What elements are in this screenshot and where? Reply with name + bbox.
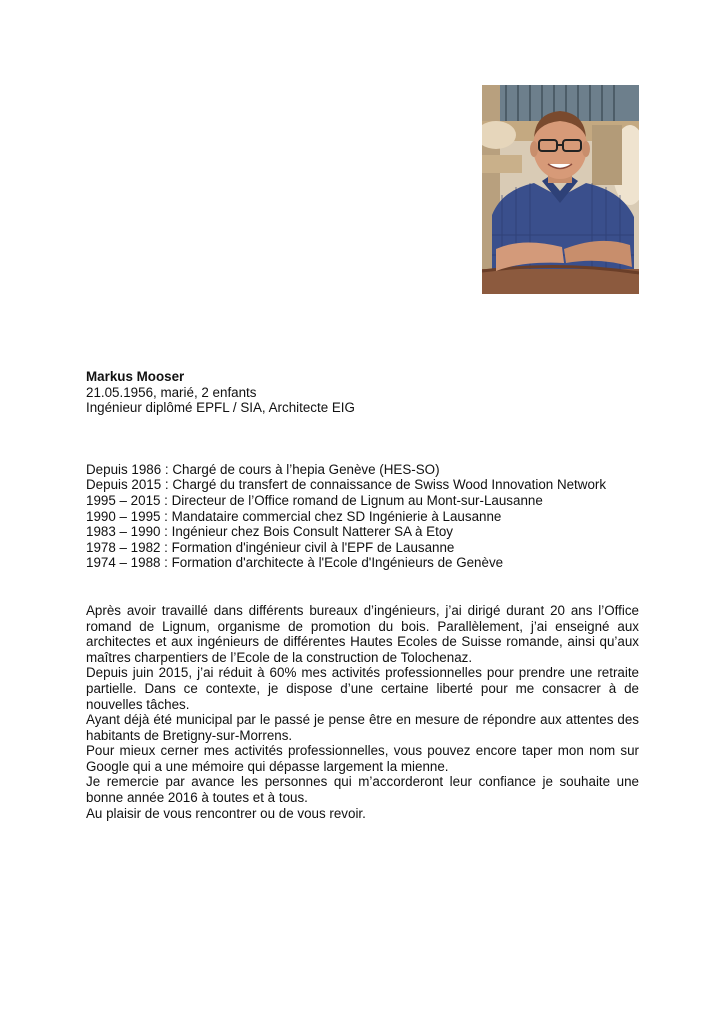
person-title: Ingénieur diplômé EPFL / SIA, Architecte EIG (86, 400, 355, 416)
personal-info (86, 369, 639, 416)
career-item: 1974 – 1988 : Formation d'architecte à l'Ecole d'Ingénieurs de Genève (86, 555, 504, 571)
bio-paragraph: Au plaisir de vous rencontrer ou de vous revoir. (86, 805, 366, 821)
portrait-photo (482, 85, 639, 294)
bio-paragraph: Je remercie par avance les personnes qui m’accorderont leur confiance je souhaite une bonne année 2016 à toutes et à tous. (86, 774, 639, 806)
person-details: 21.05.1956, marié, 2 enfants (86, 384, 257, 400)
career-item: 1978 – 1982 : Formation d'ingénieur civil à l'EPF de Lausanne (86, 539, 455, 555)
career-item: Depuis 2015 : Chargé du transfert de connaissance de Swiss Wood Innovation Network (86, 477, 607, 493)
bio-paragraph: Ayant déjà été municipal par le passé je pense être en mesure de répondre aux attentes des habitants de Bretigny-sur-Morrens. (86, 712, 639, 743)
career-item: 1983 – 1990 : Ingénieur chez Bois Consult Natterer SA à Etoy (86, 524, 453, 540)
career-item: 1995 – 2015 : Directeur de l’Office romand de Lignum au Mont-sur-Lausanne (86, 492, 543, 508)
biography (86, 603, 639, 821)
bio-paragraph: Depuis juin 2015, j’ai réduit à 60% mes activités professionnelles pour prendre une retraite partielle. Dans ce contexte, je dispose d’une certaine liberté pour me consacrer à de nouvelles tâches. (86, 665, 639, 712)
bio-paragraph: Après avoir travaillé dans différents bureaux d’ingénieurs, j’ai dirigé durant 20 ans l’Office romand de Lignum, organisme de promotion du bois. Parallèlement, j’ai enseigné aux architectes et aux ingénieurs de différentes Hautes Ecoles de Suisse romande, ainsi qu’aux maîtres charpentiers de l’Ecole de la construction de Tolochenaz. (86, 602, 639, 665)
career-item: 1990 – 1995 : Mandataire commercial chez SD Ingénierie à Lausanne (86, 508, 502, 524)
bio-paragraph: Pour mieux cerner mes activités professionnelles, vous pouvez encore taper mon nom sur Google qui a une mémoire qui dépasse largement la mienne. (86, 743, 639, 774)
cv-content (86, 369, 639, 821)
career-list (86, 462, 639, 571)
career-item: Depuis 1986 : Chargé de cours à l’hepia Genève (HES-SO) (86, 461, 440, 477)
person-name: Markus Mooser (86, 369, 185, 384)
